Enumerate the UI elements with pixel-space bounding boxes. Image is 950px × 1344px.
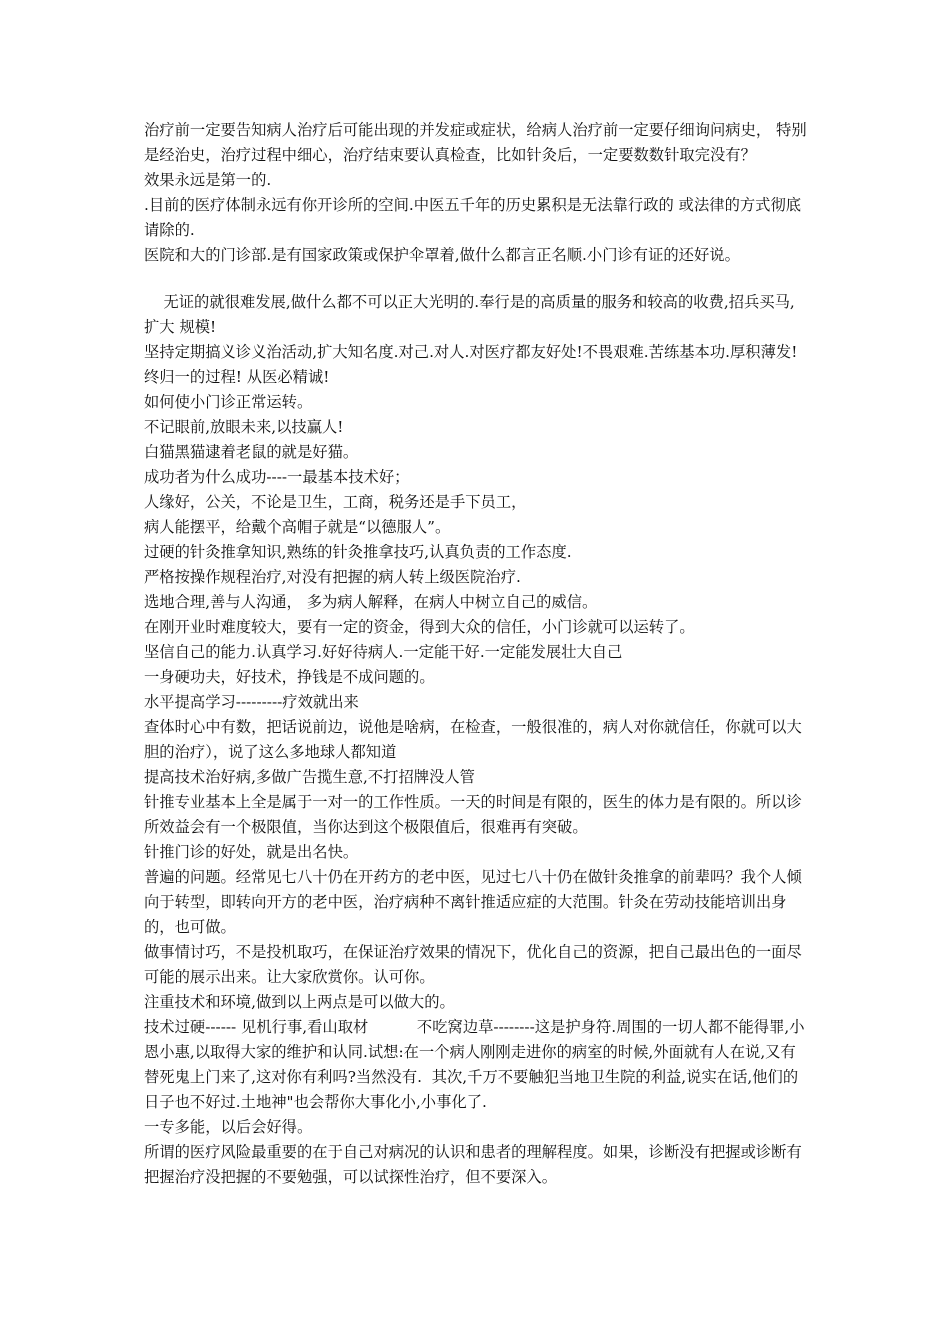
paragraph-5: 无证的就很难发展,做什么都不可以正大光明的.奉行是的高质量的服务和较高的收费,招兵买马,扩大 规模! <box>144 293 795 336</box>
paragraph-22: 针推专业基本上全是属于一对一的工作性质。一天的时间是有限的，医生的体力是有限的。所以诊所效益会有一个极限值，当你达到这个极限值后，很难再有突破。 <box>144 793 802 836</box>
paragraph-27: 技术过硬------ 见机行事,看山取材 不吃窝边草--------这是护身符.周围的一切人都不能得罪,小恩小惠,以取得大家的维护和认同.试想:在一个病人刚刚走进你的病室的时候,外面就有人在说,又有替死鬼上门来了,这对你有利吗?当然没有. 其次,千万不要触犯当地卫生院的利益,说实在话,他们的日子也不好过.土地神"也会帮你大事化小,小事化了. <box>144 1018 805 1111</box>
paragraph-6: 坚持定期搞义诊义治活动,扩大知名度.对己.对人.对医疗都友好处!不畏艰难.苦练基本功.厚积薄发!终归一的过程! 从医必精诚! <box>144 343 798 386</box>
paragraph-4: 医院和大的门诊部.是有国家政策或保护伞罩着,做什么都言正名顺.小门诊有证的还好说。 <box>144 246 740 264</box>
paragraph-12: 病人能摆平，给戴个高帽子就是“以德服人”。 <box>144 518 451 536</box>
paragraph-26: 注重技术和环境,做到以上两点是可以做大的。 <box>144 993 455 1011</box>
paragraph-29: 所谓的医疗风险最重要的在于自己对病况的认识和患者的理解程度。如果，诊断没有把握或诊断有把握治疗没把握的不要勉强，可以试探性治疗，但不要深入。 <box>144 1143 802 1186</box>
paragraph-16: 在刚开业时难度较大，要有一定的资金，得到大众的信任，小门诊就可以运转了。 <box>144 618 695 636</box>
paragraph-13: 过硬的针灸推拿知识,熟练的针灸推拿技巧,认真负责的工作态度. <box>144 543 572 561</box>
paragraph-2: 效果永远是第一的. <box>144 171 272 189</box>
paragraph-11: 人缘好，公关，不论是卫生，工商，税务还是手下员工， <box>144 493 527 511</box>
paragraph-1: 治疗前一定要告知病人治疗后可能出现的并发症或症状，给病人治疗前一定要仔细询问病史， 特别是经治史，治疗过程中细心，治疗结束要认真检查，比如针灸后，一定要数数针取完没有？ <box>144 121 807 164</box>
paragraph-23: 针推门诊的好处，就是出名快。 <box>144 843 359 861</box>
paragraph-24: 普遍的问题。经常见七八十仍在开药方的老中医，见过七八十仍在做针灸推拿的前辈吗？我个人倾向于转型，即转向开方的老中医，治疗病种不离针推适应症的大范围。针灸在劳动技能培训出身的，也可做。 <box>144 868 802 936</box>
paragraph-10: 成功者为什么成功----一最基本技术好； <box>144 468 410 486</box>
paragraph-19: 水平提高学习---------疗效就出来 <box>144 693 359 711</box>
paragraph-18: 一身硬功夫，好技术，挣钱是不成问题的。 <box>144 668 435 686</box>
paragraph-15: 选地合理,善与人沟通， 多为病人解释，在病人中树立自己的威信。 <box>144 593 598 611</box>
paragraph-25: 做事情讨巧，不是投机取巧，在保证治疗效果的情况下，优化自己的资源，把自己最出色的一面尽可能的展示出来。让大家欣赏你。认可你。 <box>144 943 802 986</box>
paragraph-spacer <box>144 268 808 290</box>
paragraph-28: 一专多能，以后会好得。 <box>144 1118 313 1136</box>
document-body <box>144 118 808 1190</box>
paragraph-14: 严格按操作规程治疗,对没有把握的病人转上级医院治疗. <box>144 568 521 586</box>
paragraph-17: 坚信自己的能力.认真学习.好好待病人.一定能干好.一定能发展壮大自己 <box>144 643 623 661</box>
paragraph-9: 白猫黑猫逮着老鼠的就是好猫。 <box>144 443 359 461</box>
paragraph-3: .目前的医疗体制永远有你开诊所的空间.中医五千年的历史累积是无法靠行政的 或法律的方式彻底请除的. <box>144 196 802 239</box>
paragraph-7: 如何使小门诊正常运转。 <box>144 393 313 411</box>
paragraph-8: 不记眼前,放眼未来,以技赢人! <box>144 418 344 436</box>
paragraph-20: 查体时心中有数，把话说前边，说他是啥病，在检查，一般很准的，病人对你就信任，你就可以大胆的治疗），说了这么多地球人都知道 <box>144 718 802 761</box>
paragraph-21: 提高技术治好病,多做广告揽生意,不打招牌没人管 <box>144 768 475 786</box>
